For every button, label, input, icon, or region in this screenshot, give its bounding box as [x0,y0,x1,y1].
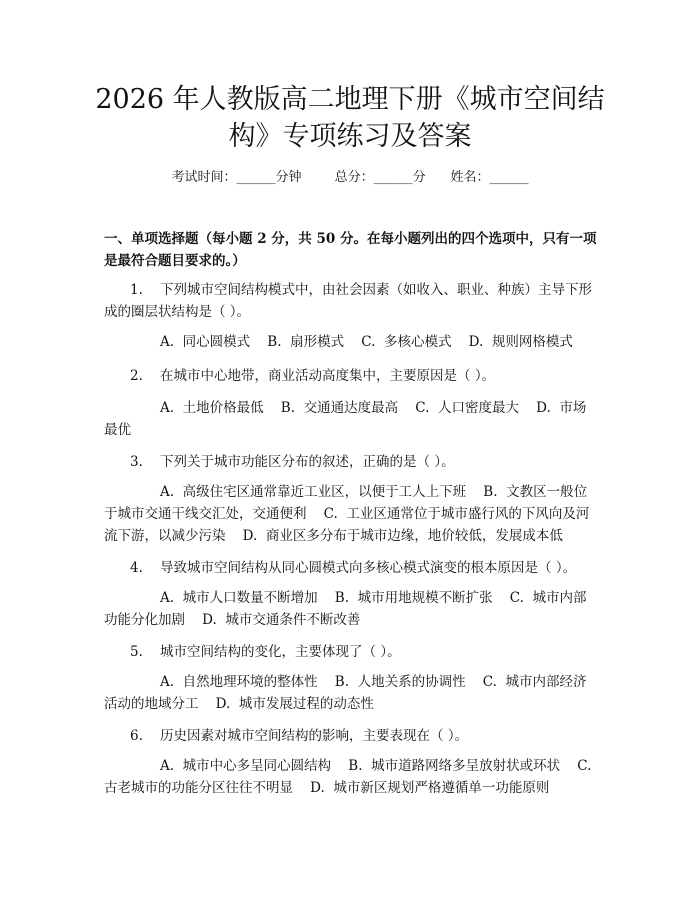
question-1-options: A. 同心圆模式 B. 扇形模式 C. 多核心模式 D. 规则网格模式 [160,334,573,350]
name-label: 姓名： [450,170,490,185]
score-blank: ______ [373,170,413,185]
question-5-stem: 5. 城市空间结构的变化，主要体现了（ ）。 [130,644,401,660]
section-heading-line-1: 一、单项选择题（每小题 2 分，共 50 分。在每小题列出的四个选项中，只有一项 [104,231,597,247]
question-3-stem: 3. 下列关于城市功能区分布的叙述，正确的是（ ）。 [130,454,455,470]
question-5-options: A. 自然地理环境的整体性 B. 人地关系的协调性 C. 城市内部经济 [160,674,587,690]
time-blank: ______ [236,170,276,185]
score-unit: 分 [412,170,426,185]
question-5-options-cont: 活动的地域分工 D. 城市发展过程的动态性 [104,696,374,712]
section-heading-line-2: 是最符合题目要求的。） [104,253,246,269]
document-title-line-2: 构》专项练习及答案 [228,121,472,152]
question-6-stem: 6. 历史因素对城市空间结构的影响，主要表现在（ ）。 [130,728,469,744]
question-2-options-cont: 最优 [104,422,131,438]
question-6-options: A. 城市中心多呈同心圆结构 B. 城市道路网络多呈放射状或环状 C. [160,758,592,774]
score-label: 总分： [334,170,374,185]
question-3-options-cont-2: 流下游，以减少污染 D. 商业区多分布于城市边缘，地价较低，发展成本低 [104,528,563,544]
question-2-options: A. 土地价格最低 B. 交通通达度最高 C. 人口密度最大 D. 市场 [160,400,587,416]
question-3-options-cont-1: 于城市交通干线交汇处，交通便利 C. 工业区通常位于城市盛行风的下风向及河 [104,506,590,522]
question-4-stem: 4. 导致城市空间结构从同心圆模式向多核心模式演变的根本原因是（ ）。 [130,560,577,576]
question-4-options-cont: 功能分化加剧 D. 城市交通条件不断改善 [104,612,361,628]
name-blank: ______ [489,170,529,185]
question-3-options: A. 高级住宅区通常靠近工业区，以便于工人上下班 B. 文教区一般位 [160,484,588,500]
question-1-stem: 1. 下列城市空间结构模式中，由社会因素（如收入、职业、种族）主导下形 [130,282,593,298]
question-6-options-cont: 古老城市的功能分区往往不明显 D. 城市新区规划严格遵循单一功能原则 [104,780,550,796]
time-unit: 分钟 [275,170,302,185]
question-4-options: A. 城市人口数量不断增加 B. 城市用地规模不断扩张 C. 城市内部 [160,590,587,606]
question-2-stem: 2. 在城市中心地带，商业活动高度集中，主要原因是（ ）。 [130,368,496,384]
question-1-stem-cont: 成的圈层状结构是（ ）。 [104,304,251,320]
time-label: 考试时间： [171,170,237,185]
document-title-line-1: 2026 年人教版高二地理下册《城市空间结 [95,84,605,115]
exam-info-bar [0,168,700,188]
